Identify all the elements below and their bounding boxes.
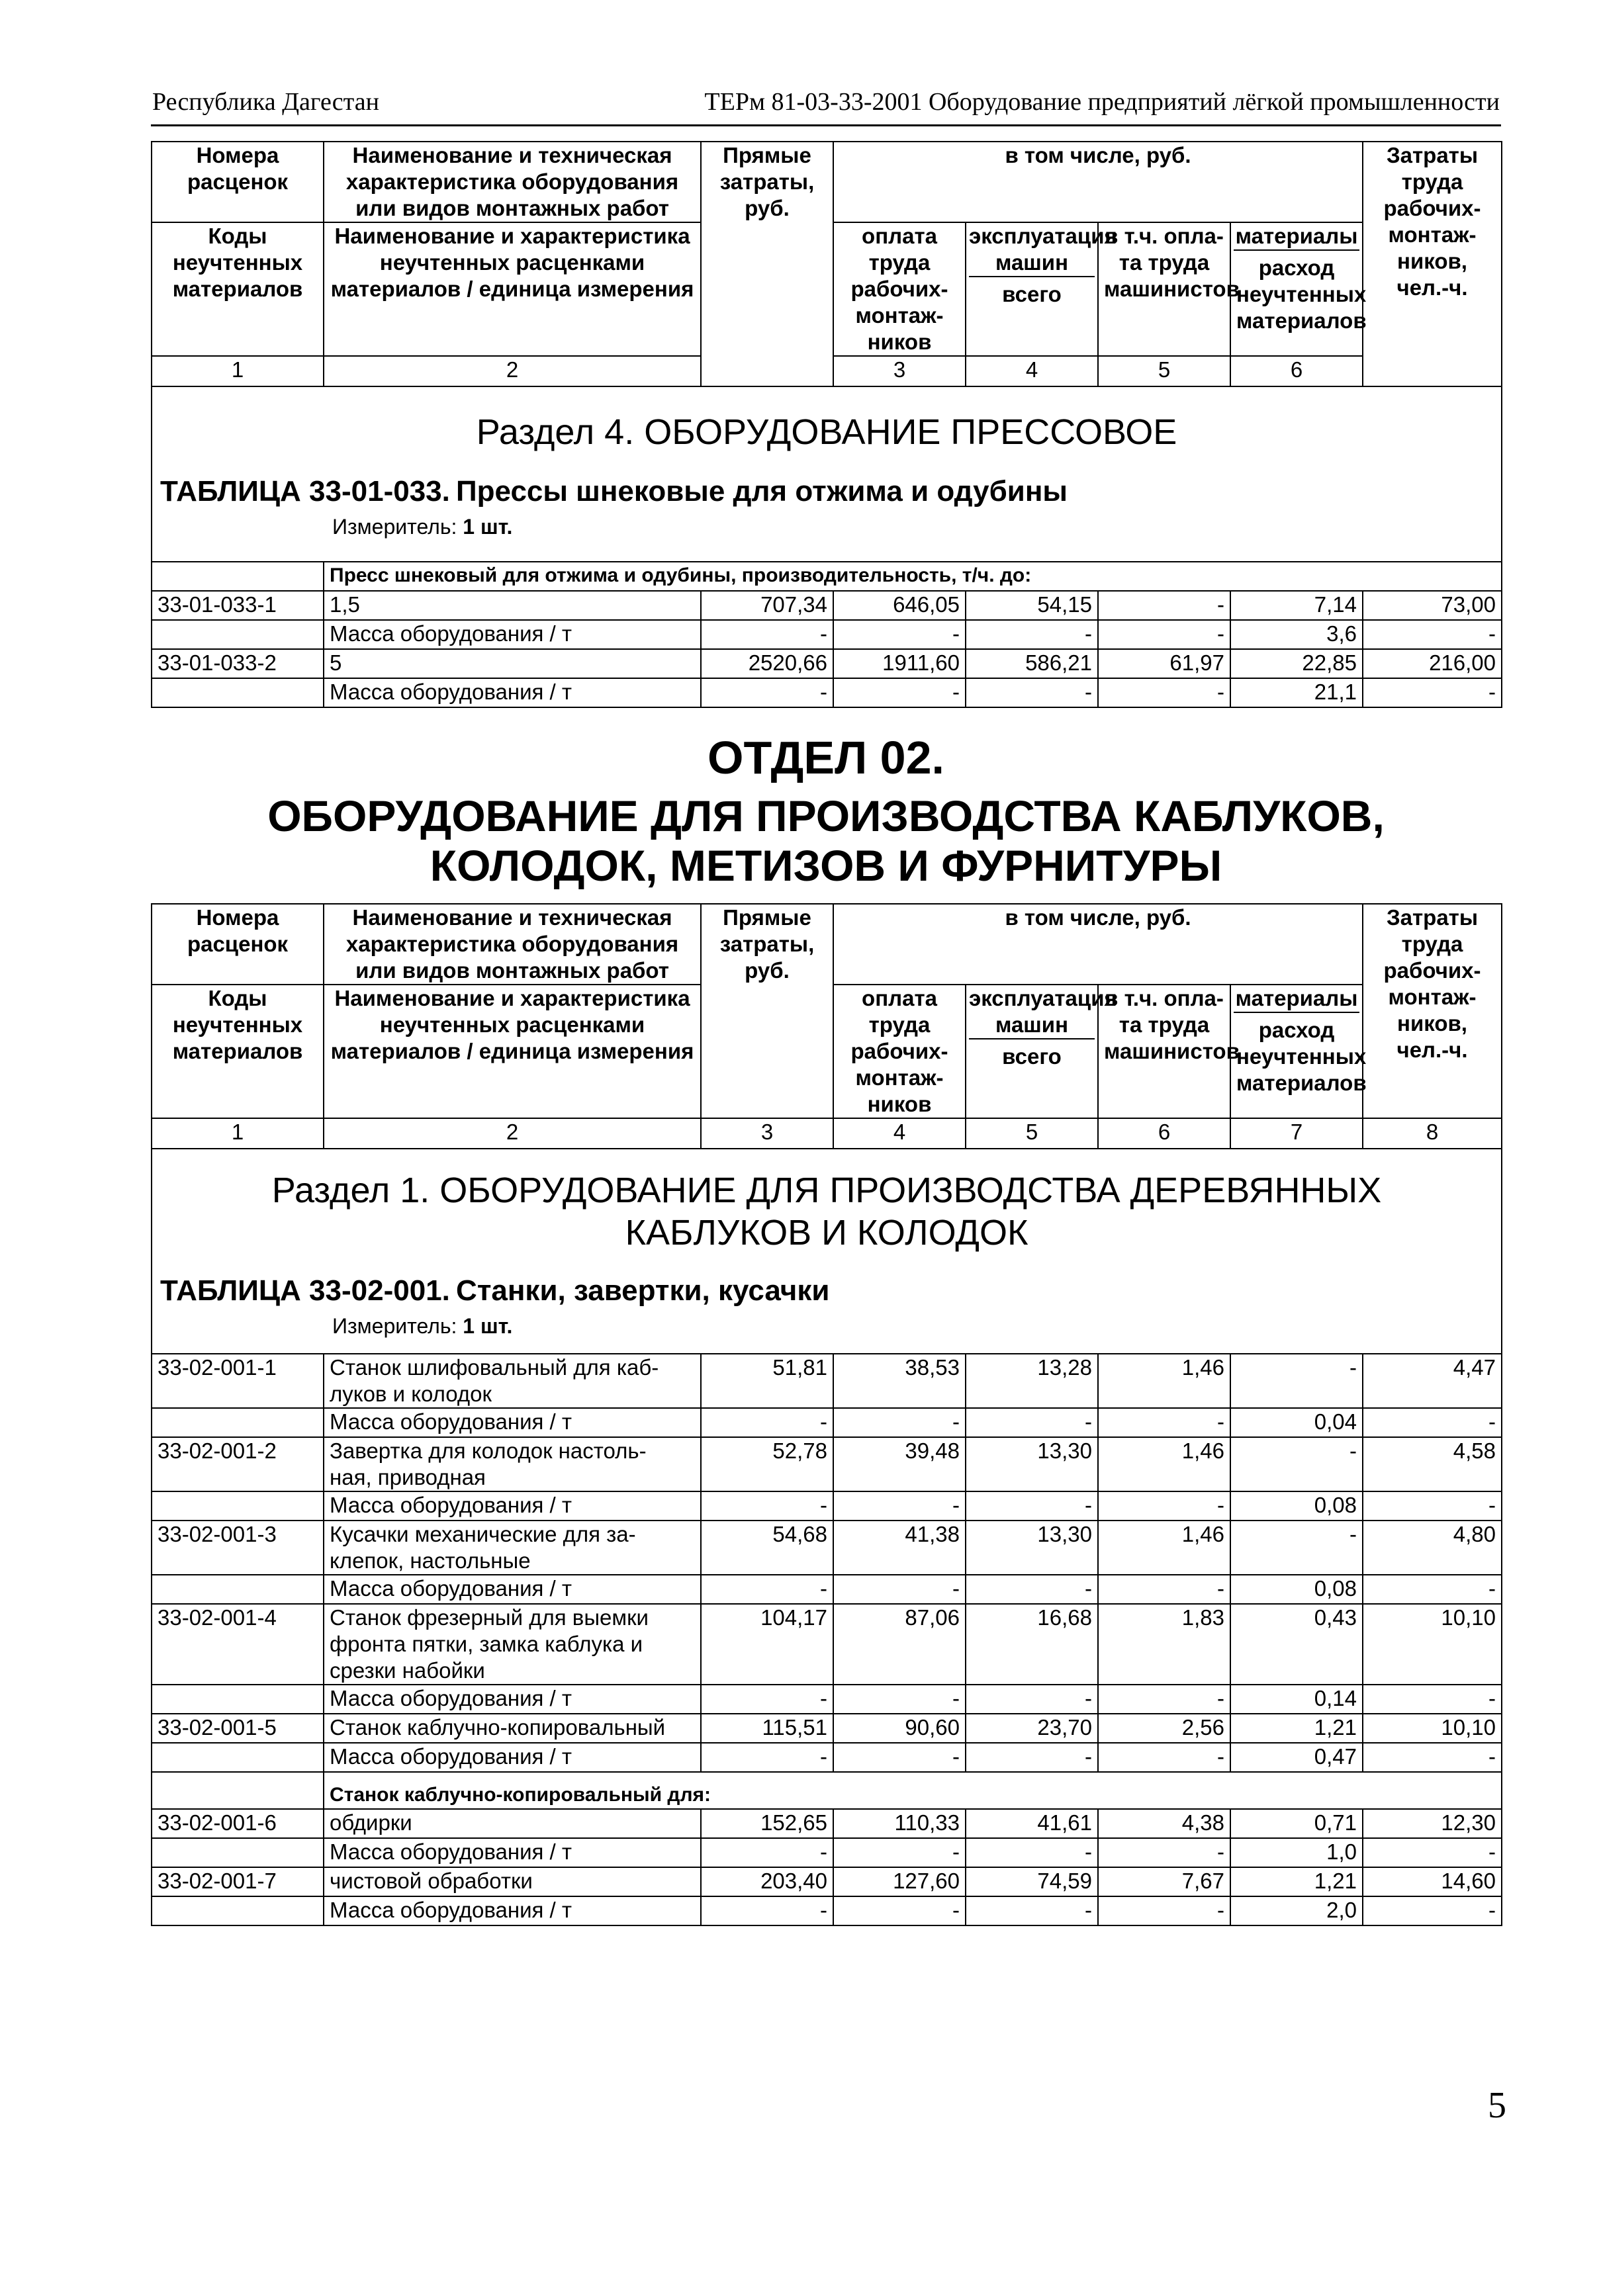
labor-pay: -	[833, 1896, 966, 1925]
machines-total-label: всего	[1002, 1044, 1062, 1069]
col-material-name: Наименование и характеристика неучтенных расценками материалов / единица измерения	[324, 222, 701, 356]
rate-code: 33-02-001-7	[152, 1867, 324, 1896]
labor-pay: 127,60	[833, 1867, 966, 1896]
direct-cost: 52,78	[701, 1437, 833, 1491]
direct-cost: -	[701, 1896, 833, 1925]
machines-total: 23,70	[966, 1714, 1098, 1743]
col-number-4: 4	[833, 1118, 966, 1149]
empty-cell	[152, 1491, 324, 1521]
machines-total: -	[966, 1491, 1098, 1521]
empty-cell	[152, 1743, 324, 1772]
col-labor-hours: Затраты труда рабочих-монтаж-ников, чел.-ч.	[1363, 904, 1502, 1118]
col-group-including: в том числе, руб.	[833, 142, 1363, 222]
measure-value: 1 шт.	[463, 515, 513, 539]
table-row	[152, 1604, 1502, 1685]
labor-pay: -	[833, 620, 966, 649]
table-row	[152, 1714, 1502, 1743]
empty-cell	[152, 1772, 324, 1809]
empty-cell	[152, 1838, 324, 1867]
section-block	[152, 1149, 1502, 1354]
labor-hours: -	[1363, 1685, 1502, 1714]
machines-total: -	[966, 678, 1098, 707]
rate-code: 33-02-001-5	[152, 1714, 324, 1743]
materials: 22,85	[1230, 649, 1363, 678]
mass-label: Масса оборудования / т	[324, 1491, 701, 1521]
materials: 3,6	[1230, 620, 1363, 649]
rate-code: 33-02-001-4	[152, 1604, 324, 1685]
col-number-8: 8	[1363, 1118, 1502, 1149]
machinist-pay: -	[1098, 1838, 1230, 1867]
machinist-pay: -	[1098, 1575, 1230, 1604]
mass-label: Масса оборудования / т	[324, 1408, 701, 1437]
machines-total: 16,68	[966, 1604, 1098, 1685]
table-row	[152, 1896, 1502, 1925]
table-33-02-001	[151, 903, 1502, 1926]
mass-label: Масса оборудования / т	[324, 620, 701, 649]
direct-cost: -	[701, 1838, 833, 1867]
labor-pay: 38,53	[833, 1354, 966, 1408]
col-name: Наименование и техническая характеристика оборудования или видов монтажных работ	[324, 142, 701, 222]
col-labor-pay: оплата труда рабочих-монтаж-ников	[833, 222, 966, 356]
col-number-2: 2	[324, 356, 701, 386]
machinist-pay: 7,67	[1098, 1867, 1230, 1896]
labor-pay: 41,38	[833, 1521, 966, 1575]
labor-hours: 4,80	[1363, 1521, 1502, 1575]
section-block	[152, 386, 1502, 562]
mass-label: Масса оборудования / т	[324, 1896, 701, 1925]
labor-pay: -	[833, 1743, 966, 1772]
col-direct-costs: Прямые затраты, руб.	[701, 142, 833, 386]
machinist-pay: -	[1098, 591, 1230, 620]
labor-hours: -	[1363, 1491, 1502, 1521]
materials: 0,08	[1230, 1575, 1363, 1604]
materials: 0,04	[1230, 1408, 1363, 1437]
labor-pay: 110,33	[833, 1809, 966, 1838]
machines-total: -	[966, 1838, 1098, 1867]
direct-cost: 54,68	[701, 1521, 833, 1575]
machines-total: 74,59	[966, 1867, 1098, 1896]
item-name	[324, 1354, 701, 1408]
machinist-pay: 1,46	[1098, 1521, 1230, 1575]
direct-cost: -	[701, 1575, 833, 1604]
machines-total: -	[966, 1743, 1098, 1772]
col-labor-pay: оплата труда рабочих-монтаж-ников	[833, 985, 966, 1118]
labor-pay: 1911,60	[833, 649, 966, 678]
machines-total: -	[966, 620, 1098, 649]
materials: 1,21	[1230, 1714, 1363, 1743]
rate-code: 33-01-033-1	[152, 591, 324, 620]
empty-cell	[152, 1575, 324, 1604]
table-row	[152, 1575, 1502, 1604]
table-row	[152, 1685, 1502, 1714]
page-number: 5	[1488, 2085, 1506, 2126]
machinist-pay: 61,97	[1098, 649, 1230, 678]
labor-pay: -	[833, 1685, 966, 1714]
empty-cell	[152, 620, 324, 649]
machines-total: 13,28	[966, 1354, 1098, 1408]
labor-pay: -	[833, 1491, 966, 1521]
labor-pay: 39,48	[833, 1437, 966, 1491]
machines-total: -	[966, 1896, 1098, 1925]
item-name: 5	[324, 649, 701, 678]
labor-hours: -	[1363, 1575, 1502, 1604]
rate-code: 33-01-033-2	[152, 649, 324, 678]
materials: 21,1	[1230, 678, 1363, 707]
col-material-codes: Коды неучтенных материалов	[152, 985, 324, 1118]
direct-cost: 2520,66	[701, 649, 833, 678]
item-name: 1,5	[324, 591, 701, 620]
machines-total-label: всего	[1002, 282, 1062, 306]
col-number-1: 1	[152, 356, 324, 386]
labor-hours: 12,30	[1363, 1809, 1502, 1838]
materials: 1,21	[1230, 1867, 1363, 1896]
item-name	[324, 1521, 701, 1575]
item-name-line2: клепок, настольные	[330, 1548, 531, 1573]
direct-cost: -	[701, 1685, 833, 1714]
labor-hours: 4,47	[1363, 1354, 1502, 1408]
direct-cost: -	[701, 1408, 833, 1437]
col-group-including: в том числе, руб.	[833, 904, 1363, 985]
col-number-1: 1	[152, 1118, 324, 1149]
machines-total: -	[966, 1685, 1098, 1714]
col-rate-numbers: Номера расценок	[152, 142, 324, 222]
col-number-7: 7	[1230, 1118, 1363, 1149]
table-row	[152, 1743, 1502, 1772]
labor-pay: -	[833, 1838, 966, 1867]
labor-hours: -	[1363, 1743, 1502, 1772]
measure-label: Измеритель:	[332, 515, 457, 539]
table-row	[152, 1521, 1502, 1575]
col-machinist-pay: в т.ч. опла-та труда машинистов	[1098, 985, 1230, 1118]
machines-total: 586,21	[966, 649, 1098, 678]
labor-hours: 73,00	[1363, 591, 1502, 620]
machines-total: 54,15	[966, 591, 1098, 620]
mass-label: Масса оборудования / т	[324, 1685, 701, 1714]
direct-cost: -	[701, 620, 833, 649]
empty-cell	[152, 1408, 324, 1437]
mass-label: Масса оборудования / т	[324, 678, 701, 707]
table-row	[152, 1437, 1502, 1491]
materials-header: материалы	[1234, 985, 1359, 1013]
section-title-line1: Раздел 1. ОБОРУДОВАНИЕ ДЛЯ ПРОИЗВОДСТВА ДЕРЕВЯННЫХ	[271, 1170, 1382, 1210]
materials: 0,47	[1230, 1743, 1363, 1772]
col-number-6: 6	[1098, 1118, 1230, 1149]
direct-cost: 152,65	[701, 1809, 833, 1838]
machines-total: 13,30	[966, 1521, 1098, 1575]
direct-cost: 707,34	[701, 591, 833, 620]
labor-pay: 87,06	[833, 1604, 966, 1685]
labor-pay: -	[833, 678, 966, 707]
labor-pay: 90,60	[833, 1714, 966, 1743]
empty-cell	[152, 1685, 324, 1714]
direct-cost: 104,17	[701, 1604, 833, 1685]
col-direct-costs: Прямые затраты, руб.	[701, 904, 833, 1118]
col-number-5: 5	[1098, 356, 1230, 386]
table-code: ТАБЛИЦА 33-02-001.	[160, 1274, 450, 1307]
direct-cost: -	[701, 1743, 833, 1772]
machines-total: 13,30	[966, 1437, 1098, 1491]
labor-hours: -	[1363, 1838, 1502, 1867]
empty-cell	[152, 678, 324, 707]
labor-hours: -	[1363, 678, 1502, 707]
materials-usage-label: расход неучтенных материалов	[1236, 255, 1367, 333]
rate-code: 33-02-001-3	[152, 1521, 324, 1575]
col-number-6: 6	[1230, 356, 1363, 386]
mass-label: Масса оборудования / т	[324, 1838, 701, 1867]
mass-label: Масса оборудования / т	[324, 1743, 701, 1772]
table-row	[152, 1491, 1502, 1521]
col-labor-hours: Затраты труда рабочих-монтаж-ников, чел.-ч.	[1363, 142, 1502, 386]
section-title-line2: КАБЛУКОВ И КОЛОДОК	[625, 1213, 1028, 1253]
item-name	[324, 1437, 701, 1491]
item-name-line1: Станок фрезерный для выемки	[330, 1605, 649, 1630]
col-material-name: Наименование и характеристика неучтенных расценками материалов / единица измерения	[324, 985, 701, 1118]
materials: 0,08	[1230, 1491, 1363, 1521]
machinist-pay: 1,46	[1098, 1354, 1230, 1408]
labor-pay: 646,05	[833, 591, 966, 620]
table-row	[152, 649, 1502, 678]
materials: -	[1230, 1521, 1363, 1575]
machines-header: эксплуатация машин	[969, 223, 1095, 277]
table-33-01-033	[151, 141, 1502, 708]
labor-hours: 14,60	[1363, 1867, 1502, 1896]
machinist-pay: -	[1098, 1491, 1230, 1521]
labor-hours: -	[1363, 1896, 1502, 1925]
materials-usage-label: расход неучтенных материалов	[1236, 1018, 1367, 1095]
materials: 2,0	[1230, 1896, 1363, 1925]
machinist-pay: 2,56	[1098, 1714, 1230, 1743]
materials: 7,14	[1230, 591, 1363, 620]
col-machines-total	[966, 985, 1117, 1118]
direct-cost: -	[701, 1491, 833, 1521]
materials: -	[1230, 1354, 1363, 1408]
col-material-codes: Коды неучтенных материалов	[152, 222, 324, 356]
table-row	[152, 1838, 1502, 1867]
machinist-pay: -	[1098, 1685, 1230, 1714]
machines-header: эксплуатация машин	[969, 985, 1095, 1039]
labor-hours: 4,58	[1363, 1437, 1502, 1491]
group-title: Пресс шнековый для отжима и одубины, производительность, т/ч. до:	[324, 562, 1502, 591]
header-region: Республика Дагестан	[152, 88, 379, 116]
page-header	[151, 85, 1501, 126]
labor-pay: -	[833, 1408, 966, 1437]
materials-header: материалы	[1234, 223, 1359, 251]
labor-hours: 10,10	[1363, 1714, 1502, 1743]
table-row	[152, 1354, 1502, 1408]
labor-pay: -	[833, 1575, 966, 1604]
empty-cell	[152, 1896, 324, 1925]
measure-label: Измеритель:	[332, 1314, 457, 1338]
rate-code: 33-02-001-6	[152, 1809, 324, 1838]
machinist-pay: -	[1098, 620, 1230, 649]
item-name-line1: Завертка для колодок настоль-	[330, 1438, 647, 1463]
col-rate-numbers: Номера расценок	[152, 904, 324, 985]
item-name-line2: луков и колодок	[330, 1382, 492, 1406]
item-name-line1: Кусачки механические для за-	[330, 1522, 636, 1546]
rate-code: 33-02-001-2	[152, 1437, 324, 1491]
direct-cost: 115,51	[701, 1714, 833, 1743]
col-materials	[1230, 985, 1367, 1118]
materials: 1,0	[1230, 1838, 1363, 1867]
machinist-pay: 1,46	[1098, 1437, 1230, 1491]
machinist-pay: -	[1098, 1896, 1230, 1925]
item-name-line3: срезки набойки	[330, 1658, 485, 1683]
item-name: чистовой обработки	[324, 1867, 701, 1896]
table-name: Прессы шнековые для отжима и одубины	[456, 475, 1068, 508]
item-name: Станок каблучно-копировальный	[324, 1714, 701, 1743]
item-name-line2: ная, приводная	[330, 1465, 486, 1489]
machines-total: 41,61	[966, 1809, 1098, 1838]
machinist-pay: -	[1098, 1408, 1230, 1437]
table-row	[152, 591, 1502, 620]
col-machines-total	[966, 222, 1117, 356]
col-name: Наименование и техническая характеристика оборудования или видов монтажных работ	[324, 904, 701, 985]
table-row	[152, 1809, 1502, 1838]
machinist-pay: -	[1098, 678, 1230, 707]
machinist-pay: 1,83	[1098, 1604, 1230, 1685]
header-document-title: ТЕРм 81-03-33-2001 Оборудование предприятий лёгкой промышленности	[704, 88, 1500, 116]
machines-total: -	[966, 1408, 1098, 1437]
group-title: Станок каблучно-копировальный для:	[324, 1772, 1502, 1809]
table-row	[152, 620, 1502, 649]
machines-total: -	[966, 1575, 1098, 1604]
col-number-2: 2	[324, 1118, 701, 1149]
item-name-line1: Станок шлифовальный для каб-	[330, 1355, 659, 1380]
col-materials	[1230, 222, 1367, 356]
labor-hours: 10,10	[1363, 1604, 1502, 1685]
direct-cost: 51,81	[701, 1354, 833, 1408]
machinist-pay: -	[1098, 1743, 1230, 1772]
col-number-3: 3	[701, 1118, 833, 1149]
machinist-pay: 4,38	[1098, 1809, 1230, 1838]
department-number: ОТДЕЛ 02.	[708, 732, 944, 783]
materials: -	[1230, 1437, 1363, 1491]
department-title-line2: КОЛОДОК, МЕТИЗОВ И ФУРНИТУРЫ	[430, 841, 1222, 890]
table-row	[152, 1867, 1502, 1896]
table-row	[152, 1408, 1502, 1437]
mass-label: Масса оборудования / т	[324, 1575, 701, 1604]
direct-cost: 203,40	[701, 1867, 833, 1896]
labor-hours: -	[1363, 620, 1502, 649]
table-name: Станки, завертки, кусачки	[456, 1274, 830, 1307]
labor-hours: 216,00	[1363, 649, 1502, 678]
materials: 0,14	[1230, 1685, 1363, 1714]
table-row	[152, 678, 1502, 707]
materials: 0,43	[1230, 1604, 1363, 1685]
col-number-4: 4	[966, 356, 1098, 386]
col-number-5: 5	[966, 1118, 1098, 1149]
empty-cell	[152, 562, 324, 591]
department-title-line1: ОБОРУДОВАНИЕ ДЛЯ ПРОИЗВОДСТВА КАБЛУКОВ,	[267, 791, 1385, 840]
rate-code: 33-02-001-1	[152, 1354, 324, 1408]
measure-value: 1 шт.	[463, 1314, 513, 1338]
col-machinist-pay: в т.ч. опла-та труда машинистов	[1098, 222, 1230, 356]
item-name	[324, 1604, 701, 1685]
item-name-line2: фронта пятки, замка каблука и	[330, 1632, 643, 1656]
direct-cost: -	[701, 678, 833, 707]
col-number-3: 3	[833, 356, 966, 386]
labor-hours: -	[1363, 1408, 1502, 1437]
table-code: ТАБЛИЦА 33-01-033.	[160, 475, 450, 508]
materials: 0,71	[1230, 1809, 1363, 1838]
section-title: Раздел 4. ОБОРУДОВАНИЕ ПРЕССОВОЕ	[476, 412, 1177, 452]
item-name: обдирки	[324, 1809, 701, 1838]
